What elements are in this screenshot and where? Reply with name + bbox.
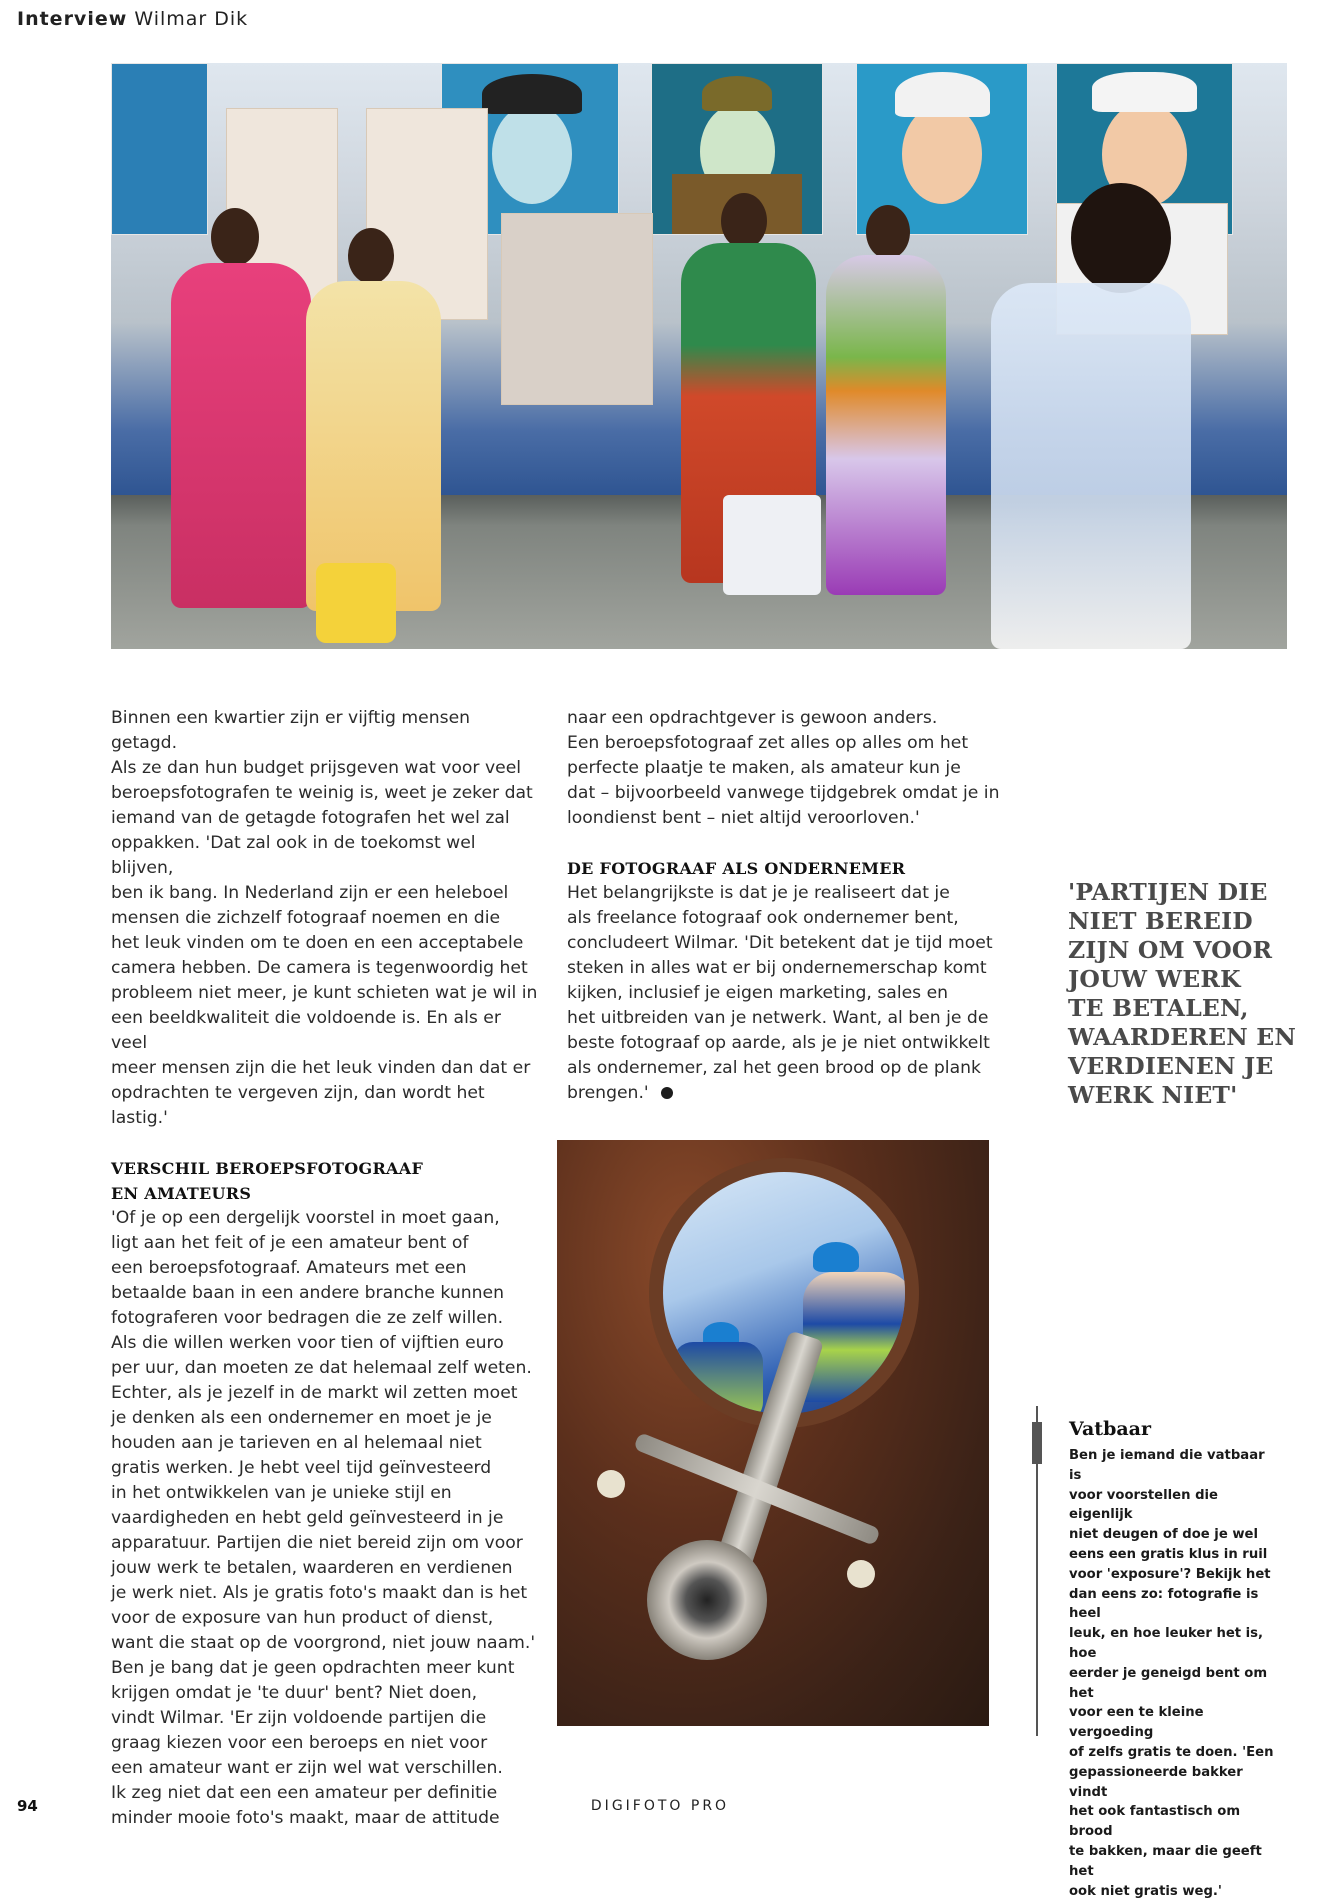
header-section: Interview xyxy=(17,8,128,30)
sidebar-line: ook niet gratis weg.' xyxy=(1069,1883,1222,1899)
pull-quote-line: WERK NIET' xyxy=(1068,1081,1238,1109)
text-line: als freelance fotograaf ook ondernemer bent, xyxy=(567,908,959,928)
rig-wheel xyxy=(597,1470,625,1498)
woman-yellow-sari xyxy=(306,281,441,611)
text-line: vindt Wilmar. 'Er zijn voldoende partijen die xyxy=(111,1708,487,1728)
text-line: loondienst bent – niet altijd veroorloven.' xyxy=(567,808,920,828)
person-head xyxy=(866,205,910,259)
text-line: je werk niet. Als je gratis foto's maakt dan is het xyxy=(111,1583,528,1603)
text-line: apparatuur. Partijen die niet bereid zijn om voor xyxy=(111,1533,523,1553)
column-1-text xyxy=(111,706,541,1131)
text-line: fotograferen voor bedragen die ze zelf willen. xyxy=(111,1308,504,1328)
text-line: perfecte plaatje te maken, als amateur kun je xyxy=(567,758,961,778)
text-line: beste fotograaf op aarde, als je je niet ontwikkelt xyxy=(567,1033,990,1053)
text-line: minder mooie foto's maakt, maar de attitude xyxy=(111,1808,500,1828)
text-line: oppakken. 'Dat zal ook in de toekomst wel blijven, xyxy=(111,833,476,878)
text-line: voor de exposure van hun product of dienst, xyxy=(111,1608,494,1628)
section-heading: DE FOTOGRAAF ALS ONDERNEMER xyxy=(567,859,906,878)
text-line: als ondernemer, zal het geen brood op de plank xyxy=(567,1058,981,1078)
text-line xyxy=(567,1081,1007,1106)
porthole-photo xyxy=(557,1140,989,1726)
text-line: Als ze dan hun budget prijsgeven wat voor veel xyxy=(111,758,522,778)
text-line: Als die willen werken voor tien of vijftien euro xyxy=(111,1333,504,1353)
sidebar-line: voor een te kleine vergoeding xyxy=(1069,1705,1204,1741)
poster-panel xyxy=(111,63,208,235)
text-line: een amateur want er zijn wel wat verschillen. xyxy=(111,1758,503,1778)
sidebar-line: leuk, en hoe leuker het is, hoe xyxy=(1069,1626,1264,1661)
running-header xyxy=(17,8,248,30)
text-line: je denken als een ondernemer en moet je je xyxy=(111,1408,492,1428)
section-heading xyxy=(111,1156,541,1206)
person-head xyxy=(721,193,767,249)
pull-quote-line: NIET BEREID xyxy=(1068,907,1253,935)
text-line: Het belangrijkste is dat je je realiseert dat je xyxy=(567,883,950,903)
text-line: het leuk vinden om te doen en een acceptabele xyxy=(111,933,524,953)
column-2 xyxy=(567,706,1007,1106)
page-number: 94 xyxy=(17,1797,38,1815)
text-line: meer mensen zijn die het leuk vinden dan dat er xyxy=(111,1058,531,1078)
text-line: iemand van de getagde fotografen het wel zal xyxy=(111,808,510,828)
text-line: concludeert Wilmar. 'Dit betekent dat je tijd moet xyxy=(567,933,993,953)
text-line: naar een opdrachtgever is gewoon anders. xyxy=(567,708,938,728)
text-line: kijken, inclusief je eigen marketing, sales en xyxy=(567,983,949,1003)
text-line: houden aan je tarieven en al helemaal niet xyxy=(111,1433,482,1453)
person-head xyxy=(211,208,259,266)
text-line: ben ik bang. In Nederland zijn er een heleboel xyxy=(111,883,509,903)
person-head xyxy=(1071,183,1171,293)
last-line: brengen.' xyxy=(567,1083,649,1103)
sidebar-line: eens een gratis klus in ruil xyxy=(1069,1546,1268,1562)
pull-quote-line: ZIJN OM VOOR xyxy=(1068,936,1273,964)
text-line: vaardigheden en hebt geld geïnvesteerd in je xyxy=(111,1508,504,1528)
yellow-bag xyxy=(316,563,396,643)
sidebar-line: niet deugen of doe je wel xyxy=(1069,1527,1259,1543)
camera-lens xyxy=(647,1540,767,1660)
text-line: betaalde baan in een andere branche kunnen xyxy=(111,1283,504,1303)
pull-quote xyxy=(1068,878,1308,1110)
walking-man-blurred xyxy=(991,283,1191,649)
flyer xyxy=(501,213,653,405)
sidebar-marker xyxy=(1032,1422,1042,1464)
text-line: probleem niet meer, je kunt schieten wat je wil in xyxy=(111,983,538,1003)
text-line: opdrachten te vergeven zijn, dan wordt het lastig.' xyxy=(111,1083,485,1128)
sidebar-line: gepassioneerde bakker vindt xyxy=(1069,1764,1243,1800)
column-1 xyxy=(111,706,541,1831)
worker-body xyxy=(803,1272,913,1402)
woman-pink-sari xyxy=(171,263,311,608)
text-line: 'Of je op een dergelijk voorstel in moet gaan, xyxy=(111,1208,500,1228)
sidebar-line: voor 'exposure'? Bekijk het xyxy=(1069,1566,1271,1582)
street-photo xyxy=(111,63,1287,649)
person-head xyxy=(348,228,394,284)
pull-quote-line: WAARDEREN EN xyxy=(1068,1023,1297,1051)
worker-helmet xyxy=(813,1242,859,1272)
header-name: Wilmar Dik xyxy=(134,8,249,30)
woman-purple-sari xyxy=(826,255,946,595)
pull-quote-line: 'PARTIJEN DIE xyxy=(1068,878,1268,906)
text-line: een beeldkwaliteit die voldoende is. En als er veel xyxy=(111,1008,501,1053)
sidebar-line: het ook fantastisch om brood xyxy=(1069,1804,1241,1840)
text-line: Echter, als je jezelf in de markt wil zetten moet xyxy=(111,1383,518,1403)
end-mark-icon xyxy=(661,1087,673,1099)
pull-quote-line: JOUW WERK xyxy=(1068,965,1241,993)
text-line: dat – bijvoorbeeld vanwege tijdgebrek omdat je in xyxy=(567,783,1000,803)
text-line: Binnen een kwartier zijn er vijftig mensen getagd. xyxy=(111,708,471,753)
pull-quote-line: VERDIENEN JE xyxy=(1068,1052,1274,1080)
text-line: want die staat op de voorgrond, niet jouw naam.' xyxy=(111,1633,536,1653)
text-line: graag kiezen voor een beroeps en niet voor xyxy=(111,1733,488,1753)
text-line: gratis werken. Je hebt veel tijd geïnvesteerd xyxy=(111,1458,492,1478)
pull-quote-line: TE BETALEN, xyxy=(1068,994,1249,1022)
sidebar-line: Ben je iemand die vatbaar is xyxy=(1069,1448,1265,1483)
magazine-name: DIGIFOTO PRO xyxy=(590,1798,730,1814)
sidebar-title: Vatbaar xyxy=(1069,1418,1152,1440)
sidebar-text xyxy=(1069,1446,1279,1901)
text-line: beroepsfotografen te weinig is, weet je zeker dat xyxy=(111,783,533,803)
text-line: steken in alles wat er bij ondernemerschap komt xyxy=(567,958,987,978)
text-line: Ik zeg niet dat een een amateur per definitie xyxy=(111,1783,498,1803)
worker-body xyxy=(673,1342,763,1422)
sidebar-line: eerder je geneigd bent om het xyxy=(1069,1665,1268,1701)
text-line: per uur, dan moeten ze dat helemaal zelf weten. xyxy=(111,1358,532,1378)
text-line: jouw werk te betalen, waarderen en verdienen xyxy=(111,1558,513,1578)
sidebar-line: dan eens zo: fotografie is heel xyxy=(1069,1586,1259,1622)
text-line: het uitbreiden van je netwerk. Want, al ben je de xyxy=(567,1008,989,1028)
text-line: krijgen omdat je 'te duur' bent? Niet doen, xyxy=(111,1683,478,1703)
text-line: een beroepsfotograaf. Amateurs met een xyxy=(111,1258,467,1278)
text-line: camera hebben. De camera is tegenwoordig het xyxy=(111,958,528,978)
sidebar-line: te bakken, maar die geeft het xyxy=(1069,1843,1262,1879)
rice-sack xyxy=(723,495,821,595)
heading-line: VERSCHIL BEROEPSFOTOGRAAF xyxy=(111,1159,424,1178)
heading-line: EN AMATEURS xyxy=(111,1184,252,1203)
column-1b-text xyxy=(111,1206,541,1831)
text-line: Ben je bang dat je geen opdrachten meer kunt xyxy=(111,1658,515,1678)
sidebar-line: voor voorstellen die eigenlijk xyxy=(1069,1487,1218,1523)
text-line: Een beroepsfotograaf zet alles op alles om het xyxy=(567,733,969,753)
sidebar-line: of zelfs gratis te doen. 'Een xyxy=(1069,1744,1274,1760)
rig-wheel xyxy=(847,1560,875,1588)
text-line: in het ontwikkelen van je unieke stijl en xyxy=(111,1483,452,1503)
text-line: ligt aan het feit of je een amateur bent of xyxy=(111,1233,469,1253)
text-line: mensen die zichzelf fotograaf noemen en die xyxy=(111,908,501,928)
